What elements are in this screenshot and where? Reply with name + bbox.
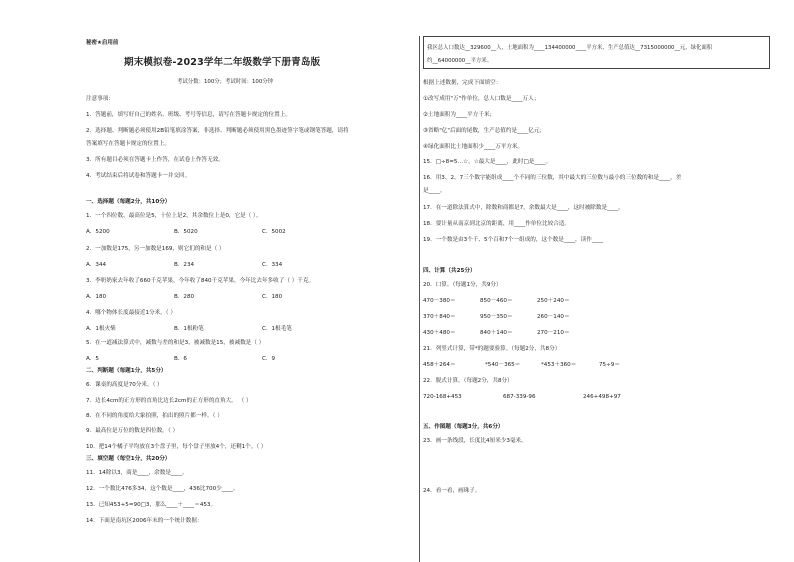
question-10: 10．把14个橘子平均放在3个盘子里，每个盘子里放4个，还剩1个。（ ） (86, 444, 267, 450)
note-1: 1．答题前，填写好自己的姓名、班级、考号等信息，请写在答题卡规定的位置上。 (86, 112, 291, 118)
vertical-item: *540－365＝ (485, 362, 521, 368)
option-a[interactable]: A．5 (86, 356, 99, 362)
stats-line-1: 我区总人口数达__329600__人，土地面积为____134400000____平方米，生产总值达__7315000000__元，绿化面积 (427, 45, 713, 51)
note-4: 4．考试结束后将试卷和答题卡一并交回。 (86, 173, 191, 179)
question-24: 24．看一看，画珠子。 (423, 488, 481, 494)
question-13: 13．已知453+5=90□3，那么____＋____＝453。 (86, 502, 217, 508)
question-9: 9．最高位是万位的数是四位数。（ ） (86, 428, 179, 434)
option-a[interactable]: A．344 (86, 262, 107, 268)
question-20: 20．口算。（每题1分，共9分） (423, 282, 502, 288)
question-19: 19．一个数是由3个千、5个百和7个一组成的，这个数是____，读作____ (423, 237, 604, 243)
fill-item-2: ②土地面积为____平方千米； (423, 112, 496, 118)
question-14: 14．下面是南坑区2006年末的一个统计数据： (86, 518, 203, 524)
question-1: 1．一个四位数，最高位是5，十位上是2，其余数位上是0，它是（ ）。 (86, 213, 262, 219)
section4-title: 四、计算（共25分） (423, 268, 476, 274)
question-15: 15．□÷8=5…☆，☆最大是____，此时□是____。 (423, 159, 552, 165)
vertical-item: 75÷9＝ (599, 362, 620, 368)
section5-title: 五、作图题（每题3分，共6分） (423, 424, 504, 430)
section1-title: 一、选择题（每题2分，共10分） (86, 199, 171, 205)
section2-title: 二、判断题（每题1分，共5分） (86, 368, 167, 374)
fill-item-3: ③省略"亿"后面的尾数，生产总值约是____亿元； (423, 128, 546, 134)
option-b[interactable]: B．6 (174, 356, 187, 362)
right-column (423, 0, 793, 562)
question-5: 5．在一道减法算式中，减数与差的和是3，被减数是15，被减数是（ ） (86, 340, 265, 346)
note-2-cont: 答案填写在答题卡规定的位置上。 (86, 141, 170, 147)
option-a[interactable]: A．180 (86, 294, 107, 300)
section3-title: 三、填空题（每空1分，共20分） (86, 456, 171, 462)
option-b[interactable]: B．1根粉笔 (174, 326, 204, 332)
fill-item-4: ④绿化面积比土地面积少____万平方米。 (423, 144, 524, 150)
exam-subtitle: 考试分数：100分；考试时间：100分钟 (177, 79, 274, 85)
notes-title: 注意事项： (86, 96, 114, 102)
column-divider (419, 36, 420, 562)
oral-item: 840＋140＝ (480, 330, 513, 336)
oral-item: 270－210＝ (537, 330, 570, 336)
option-a[interactable]: A．1根火柴 (86, 326, 116, 332)
question-18: 18．要计量从南京到北京的距离，用____作单位比较合适。 (423, 221, 570, 227)
vertical-item: *453＋360＝ (541, 362, 577, 368)
note-3: 3．所有题目必须在答题卡上作答，在试卷上作答无效。 (86, 157, 224, 163)
option-b[interactable]: B．280 (174, 294, 195, 300)
question-12: 12．一个数比476多34，这个数是____，436比700少____。 (86, 486, 239, 492)
oral-item: 950－350＝ (480, 314, 513, 320)
option-c[interactable]: C．5002 (262, 229, 286, 235)
vertical-item: 458＋264＝ (423, 362, 456, 368)
option-c[interactable]: C．180 (262, 294, 283, 300)
option-a[interactable]: A．5200 (86, 229, 110, 235)
option-c[interactable]: C．9 (262, 356, 276, 362)
question-16-cont: 是____。 (423, 188, 446, 194)
question-8: 8．在不同的角度给大象拍照，拍出的照片都一样。（ ） (86, 413, 223, 419)
option-c[interactable]: C．1根毛笔 (262, 326, 292, 332)
left-column (86, 0, 416, 562)
option-b[interactable]: B．234 (174, 262, 195, 268)
note-2: 2．选择题、判断题必须使用2B铅笔填涂答案，非选择、判断题必须使用黑色墨迹签字笔或钢笔答题，请将 (86, 128, 349, 134)
question-23: 23．画一条线段，长度比4厘米少3毫米。 (423, 438, 527, 444)
question-22: 22．脱式计算。（每题2分，共8分） (423, 378, 513, 384)
question-17: 17．在一道除法算式中，除数和商都是7，余数最大是____，这时被除数是____。 (423, 205, 624, 211)
question-7: 7．边长4cm的正方形的直角比边长2cm的正方形的直角大。 （ ） (86, 398, 252, 404)
fill-instructions: 根据上述数据，完成下面填空： (423, 80, 502, 86)
question-2: 2．一加数是175，另一加数是169，则它们的和是（ ） (86, 246, 225, 252)
oral-item: 470－380＝ (423, 298, 456, 304)
fill-item-1: ①改写成用"万"作单位，总人口数是____万人； (423, 96, 540, 102)
oral-item: 260－140＝ (537, 314, 570, 320)
question-21: 21．列竖式计算，带*的题要验算。（每题2分，共8分） (423, 346, 561, 352)
option-c[interactable]: C．334 (262, 262, 283, 268)
oral-item: 370＋840＝ (423, 314, 456, 320)
exam-title: 期末模拟卷-2023学年二年级数学下册青岛版 (124, 57, 321, 68)
question-3: 3．李奶奶家去年收了660千克苹果，今年收了840千克苹果，今年比去年多收了（ ）千克。 (86, 278, 315, 284)
question-16: 16．用3、2、7三个数字能组成____个不同的三位数，其中最大的三位数与最小的三位数的和是____，差 (423, 175, 682, 181)
secret-label: 秘密★启用前 (86, 40, 119, 46)
stepwise-item: 687-339-96 (503, 394, 536, 400)
question-4: 4．哪个物体长度最接近1分米。（ ） (86, 310, 177, 316)
oral-item: 250＋240＝ (537, 298, 570, 304)
stats-line-2: 约__64000000__平方米。 (427, 58, 493, 64)
oral-item: 430＋480＝ (423, 330, 456, 336)
oral-item: 850－460＝ (480, 298, 513, 304)
question-6: 6．课桌的高度是70分米。（ ） (86, 382, 163, 388)
question-11: 11．14除以3，商是____，余数是____。 (86, 470, 188, 476)
stepwise-item: 246+498+97 (583, 394, 621, 400)
stepwise-item: 720-168+453 (423, 394, 462, 400)
option-b[interactable]: B．5020 (174, 229, 198, 235)
